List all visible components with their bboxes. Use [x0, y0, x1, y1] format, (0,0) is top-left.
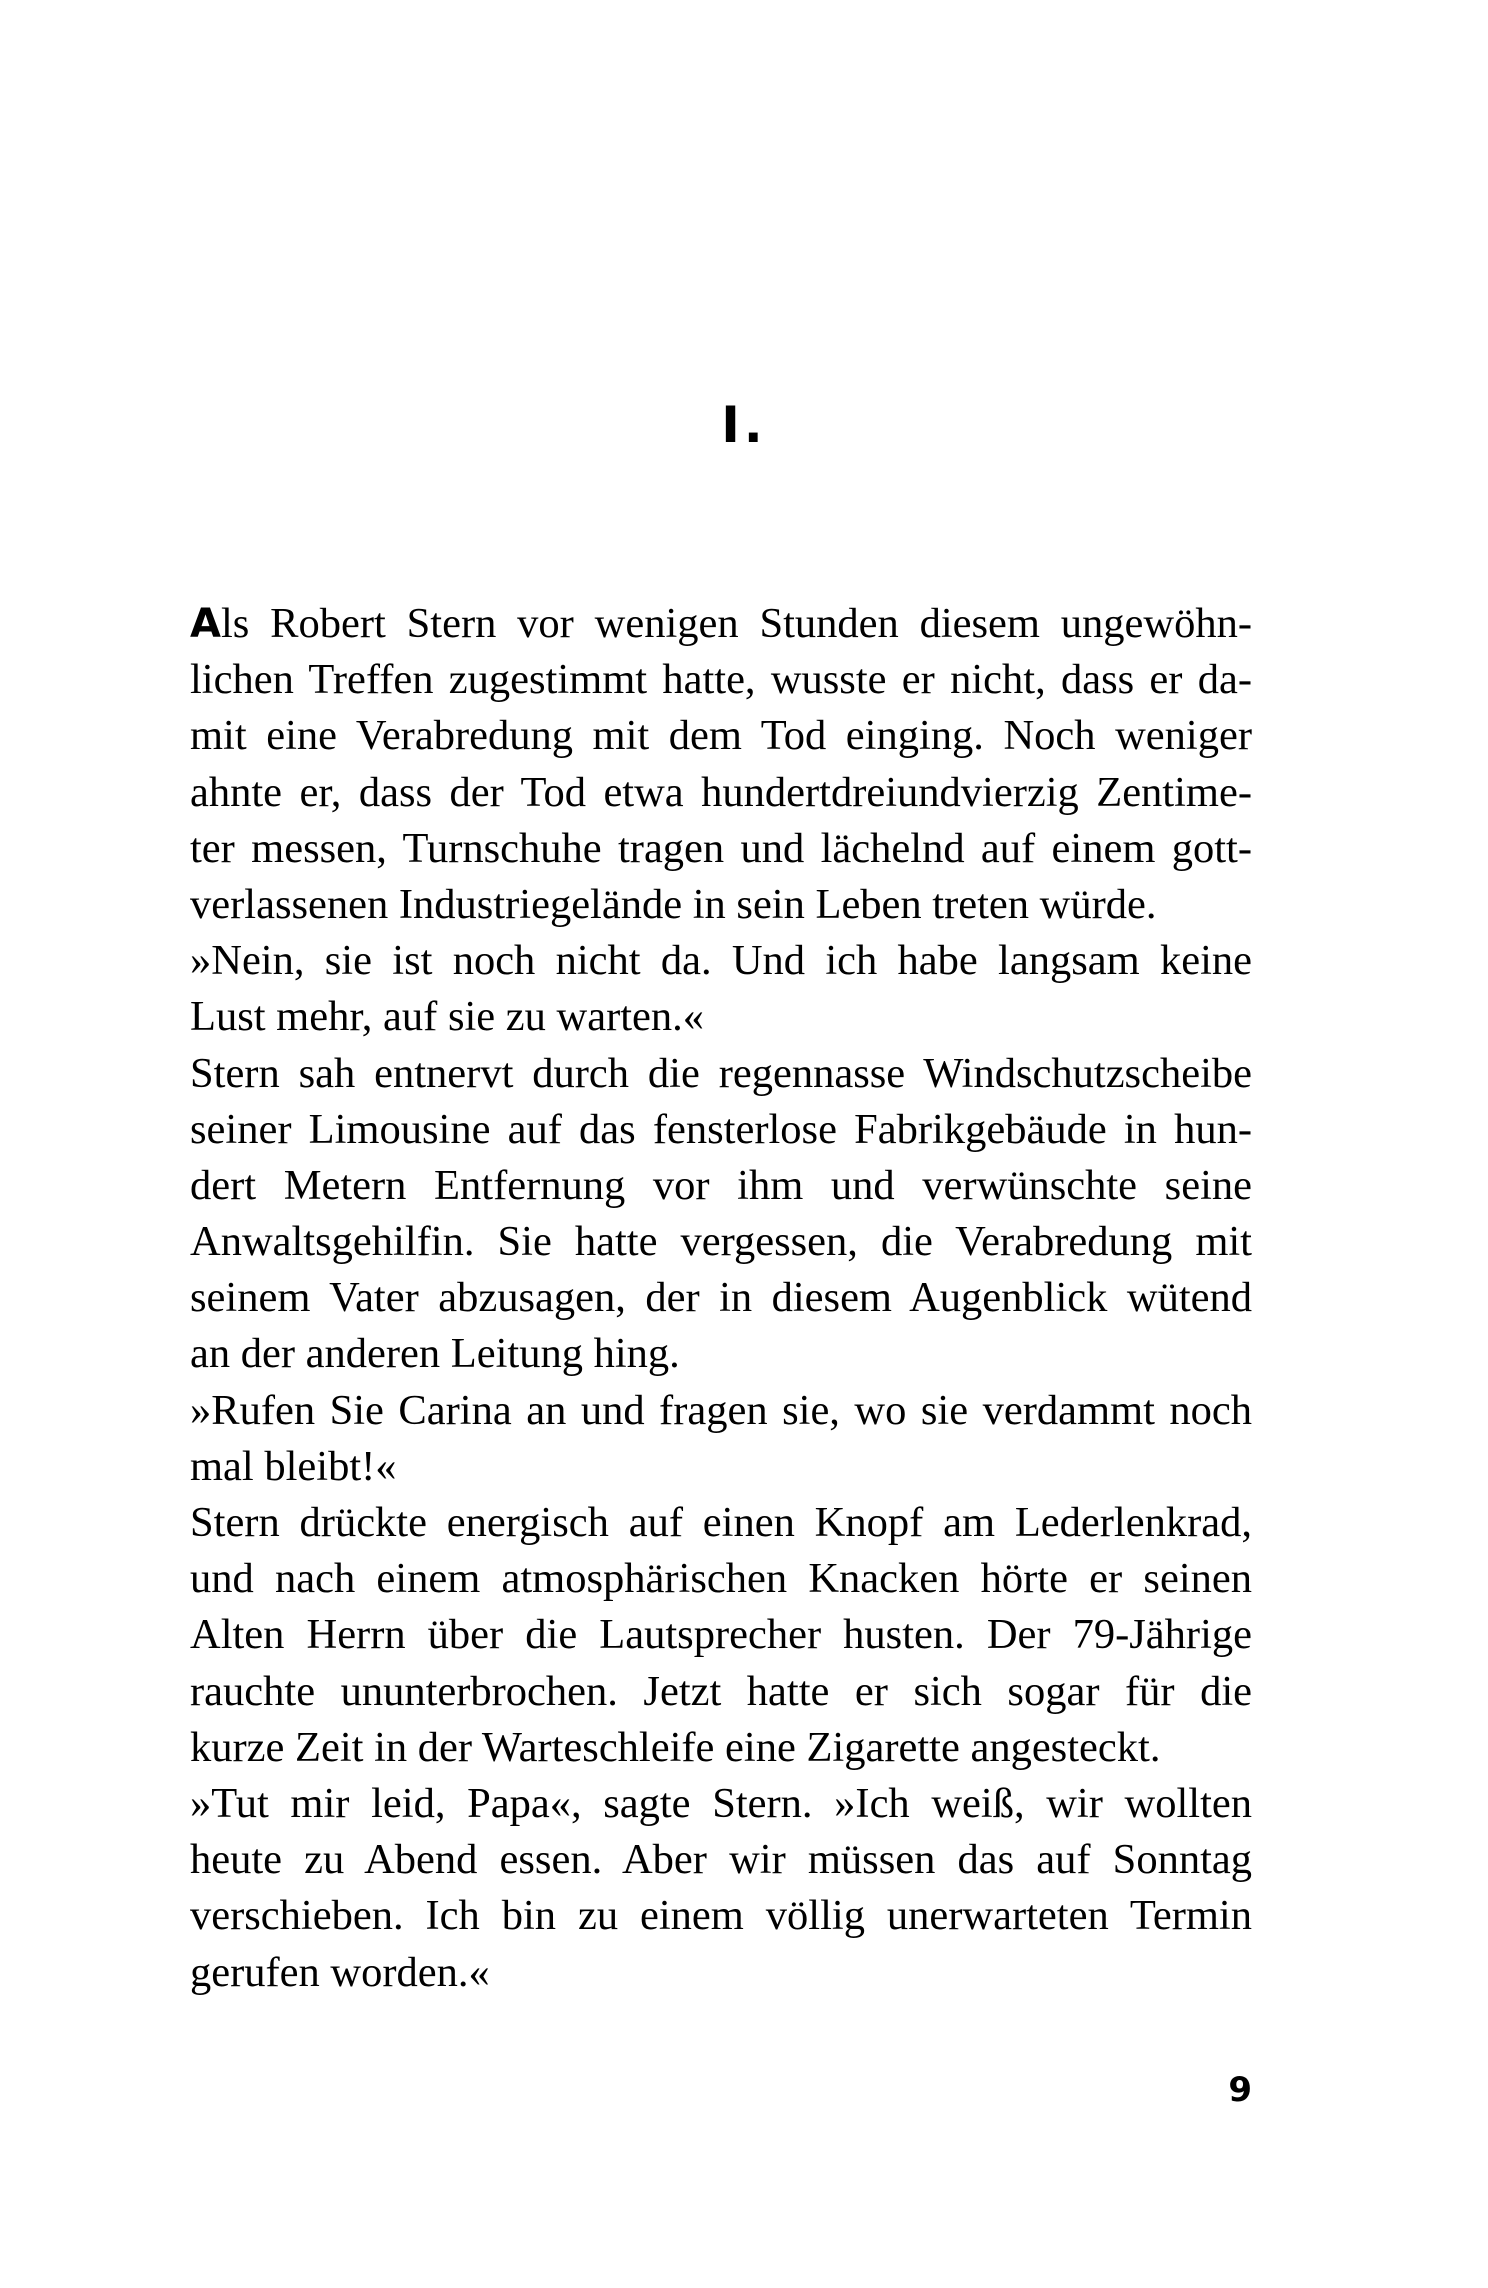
text-line: »Rufen Sie Carina an und fragen sie, wo sie verdammt noch	[190, 1386, 1252, 1434]
text-line: an der anderen Leitung hing.	[190, 1330, 680, 1378]
paragraph	[190, 596, 1252, 933]
paragraph	[190, 1495, 1252, 1776]
text-line: Anwaltsgehilfin. Sie hatte vergessen, die Verabredung mit	[190, 1218, 1252, 1266]
text-line: gerufen worden.«	[190, 1948, 490, 1996]
text-line: Alten Herrn über die Lautsprecher husten. Der 79-Jährige	[190, 1611, 1252, 1659]
text-line: Lust mehr, auf sie zu warten.«	[190, 993, 705, 1041]
text-line: verschieben. Ich bin zu einem völlig unerwarteten Termin	[190, 1892, 1252, 1940]
text-line: Als Robert Stern vor wenigen Stunden diesem ungewöhn-	[190, 600, 1252, 647]
text-line: Stern drückte energisch auf einen Knopf am Lederlenkrad,	[190, 1499, 1252, 1546]
paragraph	[190, 1383, 1252, 1495]
text-line: lichen Treffen zugestimmt hatte, wusste er nicht, dass er da-	[190, 656, 1252, 704]
text-line: heute zu Abend essen. Aber wir müssen das auf Sonntag	[190, 1836, 1252, 1884]
body-text	[190, 596, 1252, 2001]
text-line: rauchte ununterbrochen. Jetzt hatte er sich sogar für die	[190, 1667, 1252, 1715]
paragraph	[190, 1046, 1252, 1383]
text-line: mit eine Verabredung mit dem Tod einging. Noch weniger	[190, 712, 1252, 760]
text-line: seiner Limousine auf das fensterlose Fabrikgebäude in hun-	[190, 1105, 1252, 1153]
text-line: und nach einem atmosphärischen Knacken hörte er seinen	[190, 1555, 1252, 1603]
text-line: ahnte er, dass der Tod etwa hundertdreiundvierzig Zentime-	[190, 768, 1252, 816]
text-line: dert Metern Entfernung vor ihm und verwünschte seine	[190, 1161, 1252, 1209]
text-line: »Tut mir leid, Papa«, sagte Stern. »Ich weiß, wir wollten	[190, 1779, 1252, 1827]
text-line: ter messen, Turnschuhe tragen und lächelnd auf einem gott-	[190, 824, 1252, 872]
page-number: 9	[1228, 2070, 1252, 2110]
text-line: mal bleibt!«	[190, 1442, 397, 1490]
text-line: »Nein, sie ist noch nicht da. Und ich habe langsam keine	[190, 937, 1252, 985]
text-line: verlassenen Industriegelände in sein Leben treten würde.	[190, 880, 1157, 928]
paragraph	[190, 1776, 1252, 2001]
paragraph	[190, 933, 1252, 1045]
drop-cap: A	[190, 601, 221, 647]
chapter-number: I.	[721, 396, 767, 454]
text-line: seinem Vater abzusagen, der in diesem Augenblick wütend	[190, 1274, 1252, 1322]
text-line: Stern sah entnervt durch die regennasse Windschutzscheibe	[190, 1049, 1252, 1097]
text-line: kurze Zeit in der Warteschleife eine Zigarette angesteckt.	[190, 1723, 1161, 1771]
